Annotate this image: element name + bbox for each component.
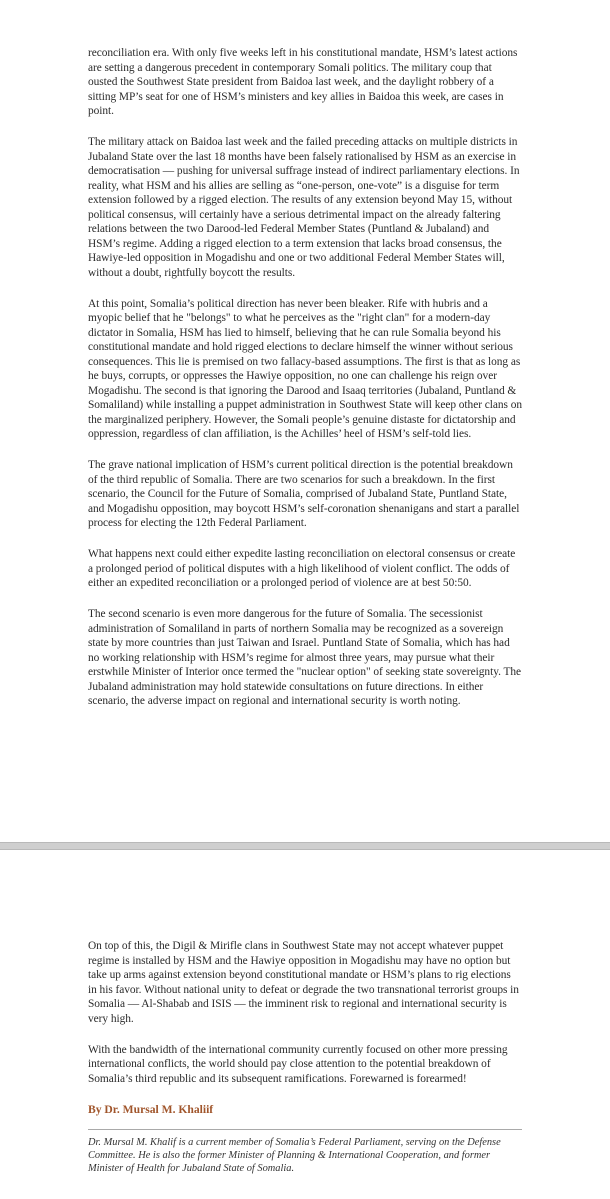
paragraph-2: The military attack on Baidoa last week and the failed preceding attacks on multiple districts in Jubaland State over the last 18 months have been falsely rationalised by HSM as an exercise in democratisation — pushing for universal suffrage instead of indirect parliamentary elections. In reality, what HSM and his allies are selling as “one-person, one-vote” is a disguise for term extension followed by a rigged election. The results of any extension beyond May 15, without political consensus, will certainly have a serious detrimental impact on the already faltering relations between the two Darood-led Federal Member States (Puntland & Jubaland) and HSM’s regime. Adding a rigged election to a term extension that lacks broad consensus, the Hawiye-led opposition in Mogadishu and one or two additional Federal Member States will, without a doubt, rightfully boycott the results.	[88, 136, 520, 279]
article-body-page-2	[88, 939, 522, 1175]
author-byline: By Dr. Mursal M. Khaliif	[88, 1102, 214, 1116]
page-break-divider	[0, 842, 610, 850]
paragraph-7: On top of this, the Digil & Mirifle clans in Southwest State may not accept whatever puppet regime is installed by HSM and the Hawiye opposition in Mogadishu may have no option but take up arms against extension beyond constitutional mandate or HSM’s plans to rig elections in his favor. Without national unity to defeat or degrade the two transnational terrorist groups in Somalia — Al-Shabab and ISIS — the imminent risk to regional and international security is very high.	[88, 940, 519, 1025]
author-bio: Dr. Mursal M. Khalif is a current member of Somalia’s Federal Parliament, serving on the Defense Committee. He is also the former Minister of Planning & International Cooperation, and former Minister of Health for Jubaland State of Somalia.	[88, 1129, 522, 1176]
paragraph-3: At this point, Somalia’s political direction has never been bleaker. Rife with hubris and a myopic belief that he "belongs" to what he perceives as the "right clan" for a modern-day dictator in Somalia, HSM has lied to himself, believing that he can rule Somalia beyond his constitutional mandate and hold rigged elections to declare himself the winner without serious consequences. This lie is premised on two fallacy-based assumptions. The first is that as long as he buys, corrupts, or oppresses the Hawiye opposition, no one can challenge his reign over Mogadishu. The second is that ignoring the Darood and Isaaq territories (Jubaland, Puntland & Somaliland) while installing a puppet administration in Southwest State will keep other clans on the marginalized periphery. However, the Somali people’s genuine distaste for dictatorship and oppression, regardless of clan affiliation, is the Achilles’ heel of HSM’s self-told lies.	[88, 297, 522, 441]
paragraph-4: The grave national implication of HSM’s current political direction is the potential breakdown of the third republic of Somalia. There are two scenarios for such a breakdown. In the first scenario, the Council for the Future of Somalia, comprised of Jubaland State, Puntland State, and Mogadishu opposition, may boycott HSM’s self-coronation shenanigans and start a parallel process for electing the 12th Federal Parliament.	[88, 459, 520, 530]
paragraph-6: The second scenario is even more dangerous for the future of Somalia. The secessionist administration of Somaliland in parts of northern Somalia may be recognized as a sovereign state by more countries than just Taiwan and Israel. Puntland State of Somalia, which has had no working relationship with HSM’s regime for almost three years, may pursue what their erstwhile Minister of Interior once termed the "nuclear option" of seeking state sovereignty. The Jubaland administration may hold statewide consultations on future directions. In either scenario, the adverse impact on regional and international security is worth noting.	[88, 608, 522, 708]
document-page-2	[0, 850, 610, 1199]
paragraph-5: What happens next could either expedite lasting reconciliation on electoral consensus or create a prolonged period of political disputes with a high likelihood of violent conflict. The odds of either an expedited reconciliation or a prolonged period of violence are at best 50:50.	[88, 548, 516, 590]
paragraph-8: With the bandwidth of the international community currently focused on other more pressing international conflicts, the world should pay close attention to the potential breakdown of Somalia’s third republic and its subsequent ramifications. Forewarned is forearmed!	[88, 1043, 508, 1085]
article-body-page-1	[88, 46, 522, 726]
paragraph-1: reconciliation era. With only five weeks left in his constitutional mandate, HSM’s latest actions are setting a dangerous precedent in contemporary Somali politics. The military coup that ousted the Southwest State president from Baidoa last week, and the daylight robbery of a sitting MP’s seat for one of HSM’s ministers and key allies in Baidoa this week, are cases in point.	[88, 47, 518, 117]
